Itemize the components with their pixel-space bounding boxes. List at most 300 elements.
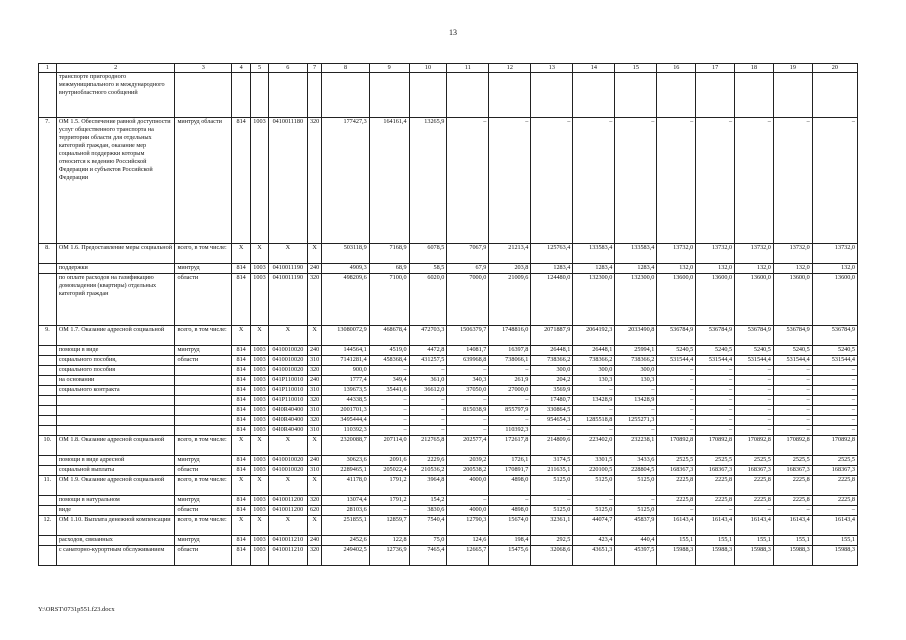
table-cell: 122,8: [369, 536, 409, 546]
table-cell: 738366,2: [573, 356, 615, 366]
table-cell: 0410010020: [268, 366, 307, 376]
table-cell: 814: [232, 466, 251, 476]
table-cell: 132,0: [773, 264, 812, 274]
table-cell: –: [696, 426, 735, 436]
table-cell: 7100,0: [369, 274, 409, 326]
table-cell: –: [773, 426, 812, 436]
table-cell: 12790,3: [447, 516, 489, 536]
table-cell: 14081,7: [447, 346, 489, 356]
table-cell: поддержки: [56, 264, 175, 274]
table-cell: X: [232, 436, 251, 456]
table-cell: 0410011200: [268, 496, 307, 506]
table-cell: 531544,4: [696, 356, 735, 366]
table-cell: 207114,0: [369, 436, 409, 456]
table-cell: [232, 73, 251, 118]
table-cell: 310: [307, 406, 322, 416]
header-cell: 14: [573, 64, 615, 73]
table-cell: –: [696, 506, 735, 516]
table-cell: –: [735, 376, 774, 386]
table-cell: 35441,6: [369, 386, 409, 396]
header-cell: 16: [657, 64, 696, 73]
header-cell: 20: [812, 64, 857, 73]
table-cell: всего, в том числе:: [175, 436, 232, 456]
table-cell: [39, 456, 57, 466]
table-cell: [489, 73, 531, 118]
table-cell: –: [657, 118, 696, 244]
table-cell: 204,2: [531, 376, 573, 386]
table-cell: 2225,8: [657, 496, 696, 506]
table-cell: 536784,9: [657, 326, 696, 346]
table-cell: [175, 386, 232, 396]
table-cell: 240: [307, 376, 322, 386]
table-cell: 855797,9: [489, 406, 531, 416]
table-cell: [175, 376, 232, 386]
table-cell: 320: [307, 274, 322, 326]
table-cell: X: [251, 476, 269, 496]
table-cell: [268, 73, 307, 118]
table-cell: 2225,8: [735, 476, 774, 496]
table-cell: 536784,9: [773, 326, 812, 346]
table-cell: 2452,6: [322, 536, 369, 546]
table-cell: 211635,1: [531, 466, 573, 476]
table-cell: 7168,9: [369, 244, 409, 264]
header-cell: 5: [251, 64, 269, 73]
table-cell: [56, 406, 175, 416]
table-cell: 3569,9: [531, 386, 573, 396]
header-cell: 6: [268, 64, 307, 73]
table-cell: 2064192,3: [573, 326, 615, 346]
table-cell: –: [531, 118, 573, 244]
table-cell: 168367,3: [812, 466, 857, 476]
table-cell: 1283,4: [615, 264, 657, 274]
table-cell: 310: [307, 356, 322, 366]
table-cell: 133583,4: [573, 244, 615, 264]
table-cell: 320: [307, 496, 322, 506]
table-cell: [39, 346, 57, 356]
table-cell: 26448,1: [573, 346, 615, 356]
table-cell: 203,8: [489, 264, 531, 274]
table-cell: 132,0: [657, 264, 696, 274]
table-cell: X: [232, 244, 251, 264]
table-cell: 814: [232, 426, 251, 436]
table-cell: 814: [232, 496, 251, 506]
table-cell: 12736,9: [369, 546, 409, 566]
table-cell: 45397,5: [615, 546, 657, 566]
table-cell: [39, 376, 57, 386]
table-cell: –: [696, 396, 735, 406]
table-cell: X: [307, 326, 322, 346]
table-cell: X: [268, 436, 307, 456]
table-cell: –: [657, 376, 696, 386]
table-row: [39, 326, 858, 346]
table-cell: X: [268, 326, 307, 346]
table-cell: 531544,4: [812, 356, 857, 366]
table-cell: 21009,6: [489, 274, 531, 326]
table-cell: 639968,8: [447, 356, 489, 366]
table-cell: социального контракта: [56, 386, 175, 396]
table-cell: 155,1: [696, 536, 735, 546]
page-number: 13: [449, 28, 457, 37]
table-cell: 815038,9: [447, 406, 489, 416]
table-cell: –: [735, 506, 774, 516]
table-cell: 124480,0: [531, 274, 573, 326]
header-cell: 15: [615, 64, 657, 73]
table-cell: 2225,8: [773, 476, 812, 496]
table-cell: 5240,5: [735, 346, 774, 356]
table-row: [39, 396, 858, 406]
table-cell: 1003: [251, 356, 269, 366]
table-cell: минтруд: [175, 346, 232, 356]
footer-path: Y:\ORST\0731p551.f23.docx: [38, 606, 115, 613]
table-cell: 6020,0: [409, 274, 447, 326]
table-cell: 15988,3: [696, 546, 735, 566]
table-cell: X: [232, 326, 251, 346]
table-cell: 13732,0: [657, 244, 696, 264]
table-row: [39, 264, 858, 274]
table-row: [39, 456, 858, 466]
table-cell: 472703,3: [409, 326, 447, 346]
header-cell: 19: [773, 64, 812, 73]
budget-table: [38, 63, 858, 566]
table-cell: 5240,5: [657, 346, 696, 356]
table-cell: [657, 73, 696, 118]
table-cell: 1003: [251, 536, 269, 546]
table-cell: с санаторно-курортным обслуживанием: [56, 546, 175, 566]
table-cell: –: [489, 396, 531, 406]
table-cell: 1003: [251, 506, 269, 516]
table-cell: [39, 386, 57, 396]
table-cell: 0410010020: [268, 456, 307, 466]
header-cell: 7: [307, 64, 322, 73]
table-cell: 6078,5: [409, 244, 447, 264]
table-cell: –: [773, 118, 812, 244]
table-cell: X: [307, 476, 322, 496]
table-cell: [175, 73, 232, 118]
table-cell: всего, в том числе:: [175, 476, 232, 496]
table-cell: 4909,3: [322, 264, 369, 274]
table-cell: области: [175, 274, 232, 326]
table-cell: [447, 73, 489, 118]
table-cell: 814: [232, 386, 251, 396]
header-cell: 17: [696, 64, 735, 73]
table-cell: 2525,5: [657, 456, 696, 466]
table-cell: 124,6: [447, 536, 489, 546]
table-cell: –: [657, 386, 696, 396]
table-cell: расходов, связанных: [56, 536, 175, 546]
table-cell: [56, 426, 175, 436]
table-cell: 2225,8: [696, 476, 735, 496]
table-cell: [39, 356, 57, 366]
table-cell: 32068,6: [531, 546, 573, 566]
table-cell: –: [573, 118, 615, 244]
table-cell: –: [573, 496, 615, 506]
table-cell: –: [812, 366, 857, 376]
table-cell: X: [251, 516, 269, 536]
table-cell: [39, 73, 57, 118]
table-cell: 1777,4: [322, 376, 369, 386]
table-cell: социального пособия: [56, 366, 175, 376]
table-cell: –: [735, 386, 774, 396]
table-cell: 536784,9: [735, 326, 774, 346]
table-cell: –: [812, 396, 857, 406]
table-cell: –: [369, 426, 409, 436]
table-cell: –: [489, 118, 531, 244]
table-cell: –: [773, 416, 812, 426]
table-row: [39, 506, 858, 516]
table-cell: 458368,4: [369, 356, 409, 366]
table-cell: 9.: [39, 326, 57, 346]
table-cell: 814: [232, 396, 251, 406]
table-row: [39, 73, 858, 118]
table-cell: 2225,8: [812, 496, 857, 506]
table-cell: 814: [232, 456, 251, 466]
table-cell: 125763,4: [531, 244, 573, 264]
table-cell: –: [696, 416, 735, 426]
table-cell: –: [447, 426, 489, 436]
table-cell: 320: [307, 396, 322, 406]
table-cell: [322, 73, 369, 118]
table-cell: 144564,1: [322, 346, 369, 356]
table-cell: 1003: [251, 366, 269, 376]
table-cell: 900,0: [322, 366, 369, 376]
table-cell: 1791,2: [369, 496, 409, 506]
table-cell: 1283,4: [531, 264, 573, 274]
table-cell: 814: [232, 536, 251, 546]
table-cell: 536784,9: [812, 326, 857, 346]
table-cell: минтруд: [175, 264, 232, 274]
table-cell: –: [696, 386, 735, 396]
table-cell: 814: [232, 346, 251, 356]
table-cell: [307, 73, 322, 118]
table-cell: –: [615, 426, 657, 436]
table-cell: 738366,2: [615, 356, 657, 366]
table-cell: 0410011190: [268, 274, 307, 326]
table-cell: 7465,4: [409, 546, 447, 566]
header-cell: 13: [531, 64, 573, 73]
table-cell: 210536,2: [409, 466, 447, 476]
header-cell: 18: [735, 64, 774, 73]
table-cell: 13600,0: [735, 274, 774, 326]
table-cell: 0410011200: [268, 506, 307, 516]
table-cell: –: [369, 506, 409, 516]
table-cell: помощи в виде: [56, 346, 175, 356]
table-cell: 468678,4: [369, 326, 409, 346]
header-cell: 4: [232, 64, 251, 73]
table-cell: –: [657, 396, 696, 406]
table-cell: 58,5: [409, 264, 447, 274]
table-cell: –: [657, 406, 696, 416]
table-cell: 2039,2: [447, 456, 489, 466]
table-cell: 228804,5: [615, 466, 657, 476]
table-cell: 155,1: [812, 536, 857, 546]
table-cell: 1255271,3: [615, 416, 657, 426]
table-cell: –: [573, 386, 615, 396]
table-cell: 2525,5: [696, 456, 735, 466]
table-row: [39, 406, 858, 416]
table-cell: 5125,0: [531, 476, 573, 496]
table-cell: 32361,1: [531, 516, 573, 536]
table-cell: 3964,8: [409, 476, 447, 496]
table-cell: 3495444,4: [322, 416, 369, 426]
table-cell: 1748816,0: [489, 326, 531, 346]
table-cell: 155,1: [657, 536, 696, 546]
table-cell: 361,0: [409, 376, 447, 386]
table-cell: X: [307, 516, 322, 536]
table-cell: 5125,0: [573, 476, 615, 496]
table-cell: 1791,2: [369, 476, 409, 496]
table-cell: 041P110010: [268, 376, 307, 386]
table-cell: 8.: [39, 244, 57, 264]
table-cell: 15988,3: [773, 546, 812, 566]
table-cell: 21213,4: [489, 244, 531, 264]
table-cell: 41178,0: [322, 476, 369, 496]
table-cell: 04I0R40400: [268, 406, 307, 416]
table-cell: –: [447, 118, 489, 244]
table-cell: 15988,3: [735, 546, 774, 566]
header-cell: 8: [322, 64, 369, 73]
table-cell: 13265,9: [409, 118, 447, 244]
table-cell: [531, 73, 573, 118]
table-cell: 132300,0: [615, 274, 657, 326]
table-cell: 2071887,9: [531, 326, 573, 346]
table-cell: 11.: [39, 476, 57, 496]
table-cell: 04I0R40400: [268, 416, 307, 426]
table-cell: 170891,7: [489, 466, 531, 476]
table-cell: 214809,6: [531, 436, 573, 456]
table-cell: –: [615, 406, 657, 416]
table-cell: –: [531, 426, 573, 436]
table-cell: 13600,0: [657, 274, 696, 326]
table-cell: 68,9: [369, 264, 409, 274]
table-cell: минтруд: [175, 536, 232, 546]
table-cell: 16143,4: [812, 516, 857, 536]
table-cell: –: [812, 406, 857, 416]
table-cell: ОМ 1.5. Обеспечение равной доступности услуг общественного транспорта на территории области для отдельных категорий граждан, оказание мер социальной поддержки которым относится к ведению Российской Федерации и субъектов Российской Федерации: [56, 118, 175, 244]
table-cell: X: [268, 244, 307, 264]
header-cell: 12: [489, 64, 531, 73]
table-cell: 5240,5: [696, 346, 735, 356]
table-cell: 7.: [39, 118, 57, 244]
table-cell: 2225,8: [735, 496, 774, 506]
table-row: [39, 244, 858, 264]
table-cell: ОМ 1.6. Предоставление меры социальной: [56, 244, 175, 264]
table-cell: 12859,7: [369, 516, 409, 536]
table-cell: –: [773, 376, 812, 386]
header-row: [39, 64, 858, 73]
table-cell: 16397,8: [489, 346, 531, 356]
table-cell: 041P110010: [268, 396, 307, 406]
table-cell: –: [369, 396, 409, 406]
table-cell: 17480,7: [531, 396, 573, 406]
table-cell: 814: [232, 546, 251, 566]
table-cell: 13600,0: [812, 274, 857, 326]
table-cell: 130,3: [573, 376, 615, 386]
table-cell: –: [696, 366, 735, 376]
table-cell: социального пособия,: [56, 356, 175, 366]
table-cell: –: [735, 118, 774, 244]
table-cell: –: [696, 118, 735, 244]
table-cell: 25994,1: [615, 346, 657, 356]
table-cell: транспорте пригородного межмуниципального и международного внутриобластного сообщений: [56, 73, 175, 118]
table-row: [39, 416, 858, 426]
table-cell: области: [175, 356, 232, 366]
table-cell: 0410011190: [268, 264, 307, 274]
table-cell: X: [307, 436, 322, 456]
table-cell: 1003: [251, 396, 269, 406]
table-cell: 954654,3: [531, 416, 573, 426]
table-cell: –: [812, 426, 857, 436]
table-cell: 1003: [251, 386, 269, 396]
table-cell: 130,3: [615, 376, 657, 386]
table-cell: 13732,0: [735, 244, 774, 264]
table-cell: 2320088,7: [322, 436, 369, 456]
table-cell: [812, 73, 857, 118]
table-cell: 1283,4: [573, 264, 615, 274]
table-cell: X: [307, 244, 322, 264]
table-cell: 13428,9: [615, 396, 657, 406]
table-cell: 13080072,9: [322, 326, 369, 346]
table-cell: всего, в том числе:: [175, 326, 232, 346]
table-cell: 223402,0: [573, 436, 615, 456]
table-cell: 814: [232, 366, 251, 376]
table-cell: 4000,0: [447, 506, 489, 516]
table-cell: виде: [56, 506, 175, 516]
table-cell: 349,4: [369, 376, 409, 386]
table-cell: 139673,5: [322, 386, 369, 396]
table-cell: –: [447, 416, 489, 426]
table-cell: 249402,5: [322, 546, 369, 566]
table-cell: 814: [232, 406, 251, 416]
table-cell: 13600,0: [773, 274, 812, 326]
table-cell: 12.: [39, 516, 57, 536]
table-cell: [175, 416, 232, 426]
table-cell: 2225,8: [773, 496, 812, 506]
table-cell: –: [447, 496, 489, 506]
table-cell: 132,0: [735, 264, 774, 274]
table-cell: 75,0: [409, 536, 447, 546]
table-cell: –: [735, 416, 774, 426]
table-cell: 1003: [251, 416, 269, 426]
table-cell: 13732,0: [773, 244, 812, 264]
table-cell: 423,4: [573, 536, 615, 546]
table-cell: 3830,6: [409, 506, 447, 516]
table-cell: 37050,0: [447, 386, 489, 396]
table-cell: 205022,4: [369, 466, 409, 476]
table-cell: –: [369, 406, 409, 416]
table-cell: –: [615, 386, 657, 396]
table-cell: 0410011210: [268, 536, 307, 546]
table-cell: 240: [307, 346, 322, 356]
table-cell: X: [268, 476, 307, 496]
table-cell: 0410010020: [268, 356, 307, 366]
table-cell: 198,4: [489, 536, 531, 546]
table-cell: [573, 73, 615, 118]
table-cell: 0410011180: [268, 118, 307, 244]
table-cell: 155,1: [735, 536, 774, 546]
table-cell: 168367,3: [657, 466, 696, 476]
table-cell: –: [489, 366, 531, 376]
table-cell: –: [773, 396, 812, 406]
table-cell: –: [369, 416, 409, 426]
table-cell: –: [773, 386, 812, 396]
table-cell: 536784,9: [696, 326, 735, 346]
table-cell: всего, в том числе:: [175, 244, 232, 264]
table-cell: X: [268, 516, 307, 536]
table-cell: 45837,9: [615, 516, 657, 536]
table-cell: 3433,6: [615, 456, 657, 466]
table-cell: –: [489, 416, 531, 426]
table-cell: –: [409, 406, 447, 416]
